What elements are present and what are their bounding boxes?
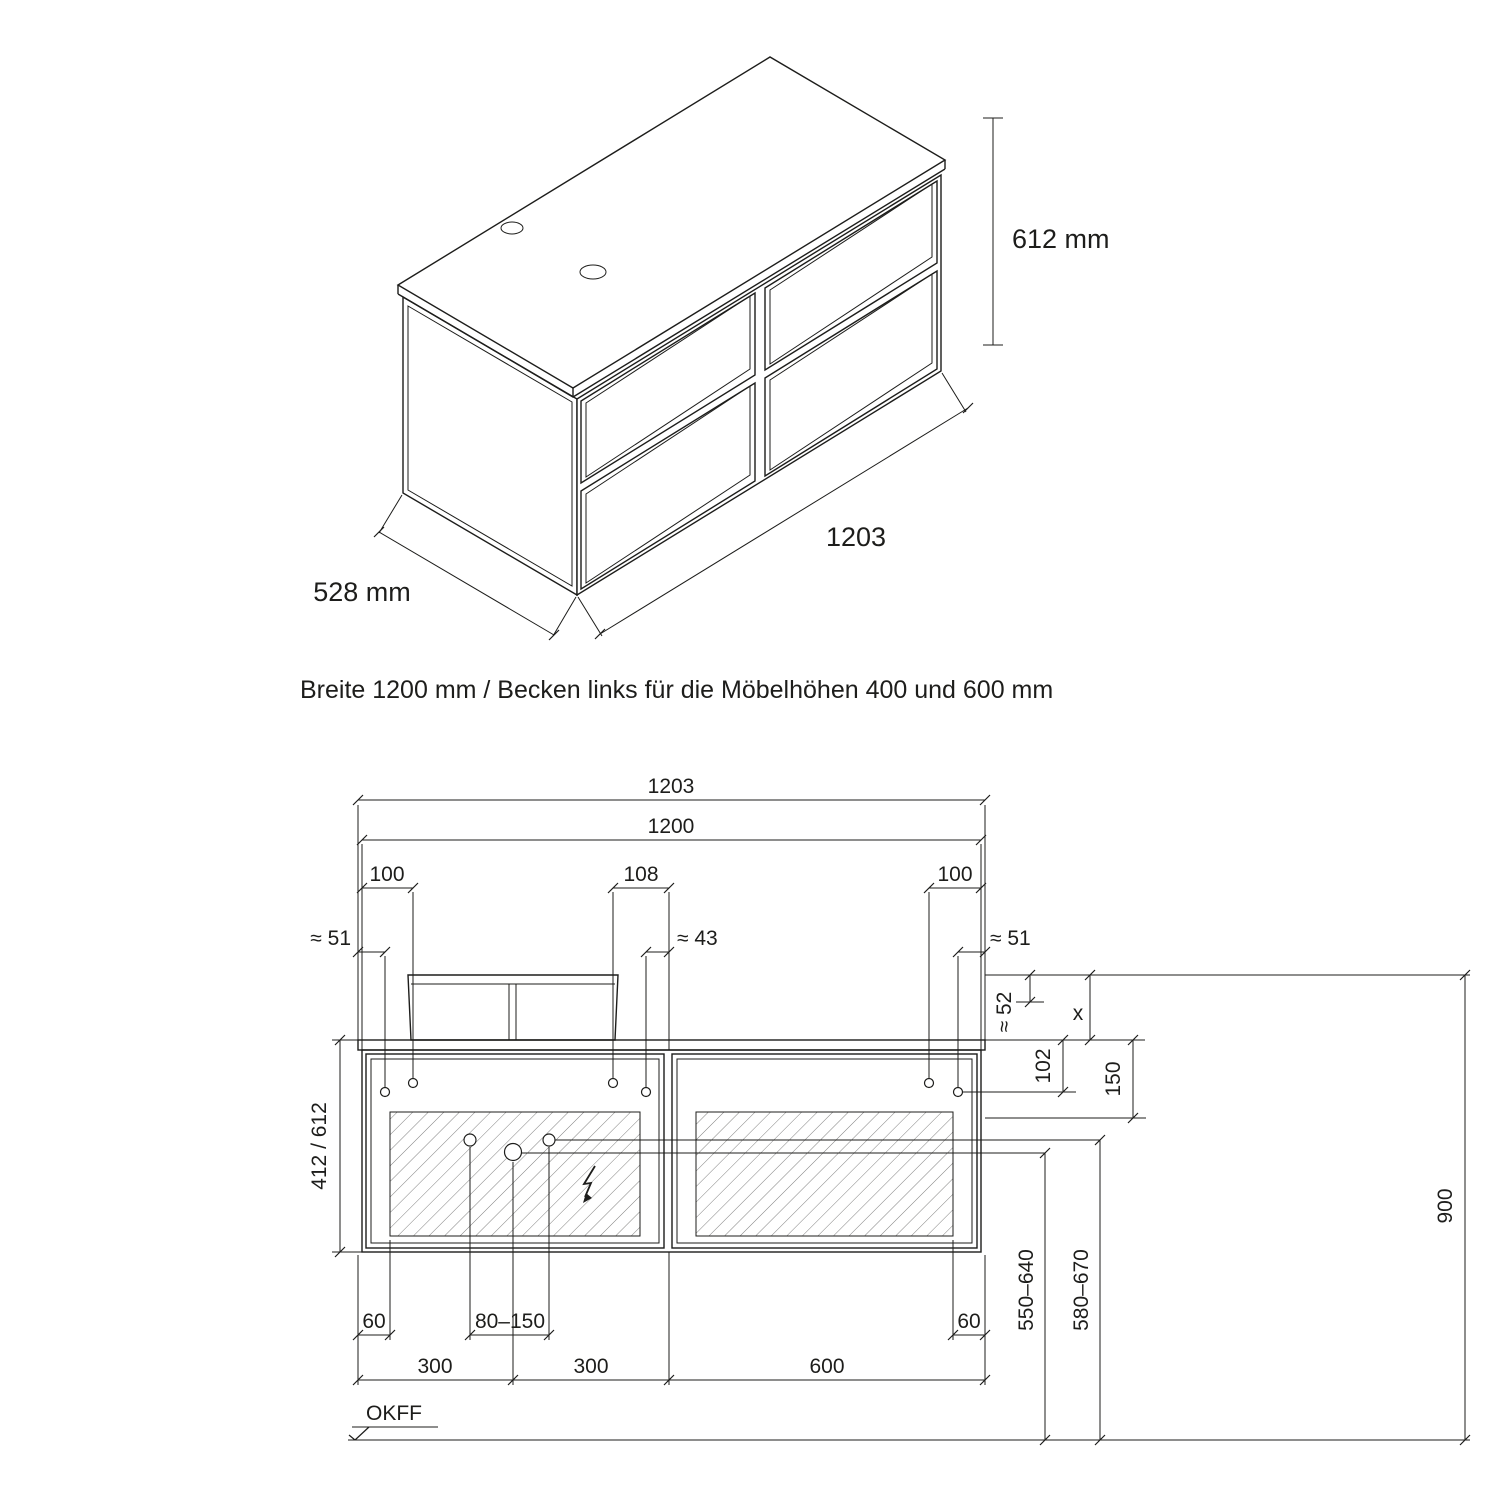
dim-left-offset: 100	[369, 863, 405, 886]
front-elevation	[308, 775, 1470, 1445]
dim-supply-height: 580–670	[1070, 1249, 1093, 1331]
dim-center-offset: 108	[623, 863, 659, 886]
dim-left-section: 300	[417, 1355, 453, 1378]
dim-cabinet-height: 412 / 612	[308, 1102, 331, 1190]
dim-overall-width: 1203	[647, 775, 695, 798]
dim-right-edge: 60	[957, 1310, 981, 1333]
hatch-right-door	[696, 1112, 953, 1236]
extension-lines	[332, 805, 1470, 1385]
iso-depth-label: 528 mm	[313, 577, 411, 607]
countertop-elevation	[358, 1040, 985, 1050]
isometric-view	[313, 57, 1109, 640]
dim-approx-left: ≈ 51	[310, 927, 351, 950]
dim-basin-height-var: x	[1072, 1002, 1084, 1025]
dim-top-offset-150: 150	[1102, 1061, 1125, 1097]
dim-basin-rim: ≈ 52	[993, 991, 1016, 1033]
iso-height-label: 612 mm	[1012, 224, 1110, 254]
caption: Breite 1200 mm / Becken links für die Möbelhöhen 400 und 600 mm	[300, 676, 1054, 704]
hatch-left-door	[390, 1112, 640, 1236]
iso-width-label: 1203	[825, 522, 887, 552]
dim-tap-distance: 80–150	[474, 1310, 546, 1333]
dim-cabinet-width: 1200	[647, 815, 695, 838]
floor-label: OKFF	[366, 1402, 422, 1425]
dim-approx-center: ≈ 43	[677, 927, 718, 950]
dim-approx-right: ≈ 51	[990, 927, 1031, 950]
dim-right-offset: 100	[937, 863, 973, 886]
dim-left-edge: 60	[362, 1310, 386, 1333]
washbasin-elevation	[408, 975, 618, 1040]
floor-line	[348, 1427, 1470, 1440]
dim-center-section: 300	[573, 1355, 609, 1378]
elevation-labels	[308, 775, 1457, 1425]
dim-top-offset-102: 102	[1032, 1048, 1055, 1084]
dim-right-section: 600	[809, 1355, 845, 1378]
dim-drain-height: 550–640	[1015, 1249, 1038, 1331]
dim-total-height: 900	[1434, 1188, 1457, 1224]
